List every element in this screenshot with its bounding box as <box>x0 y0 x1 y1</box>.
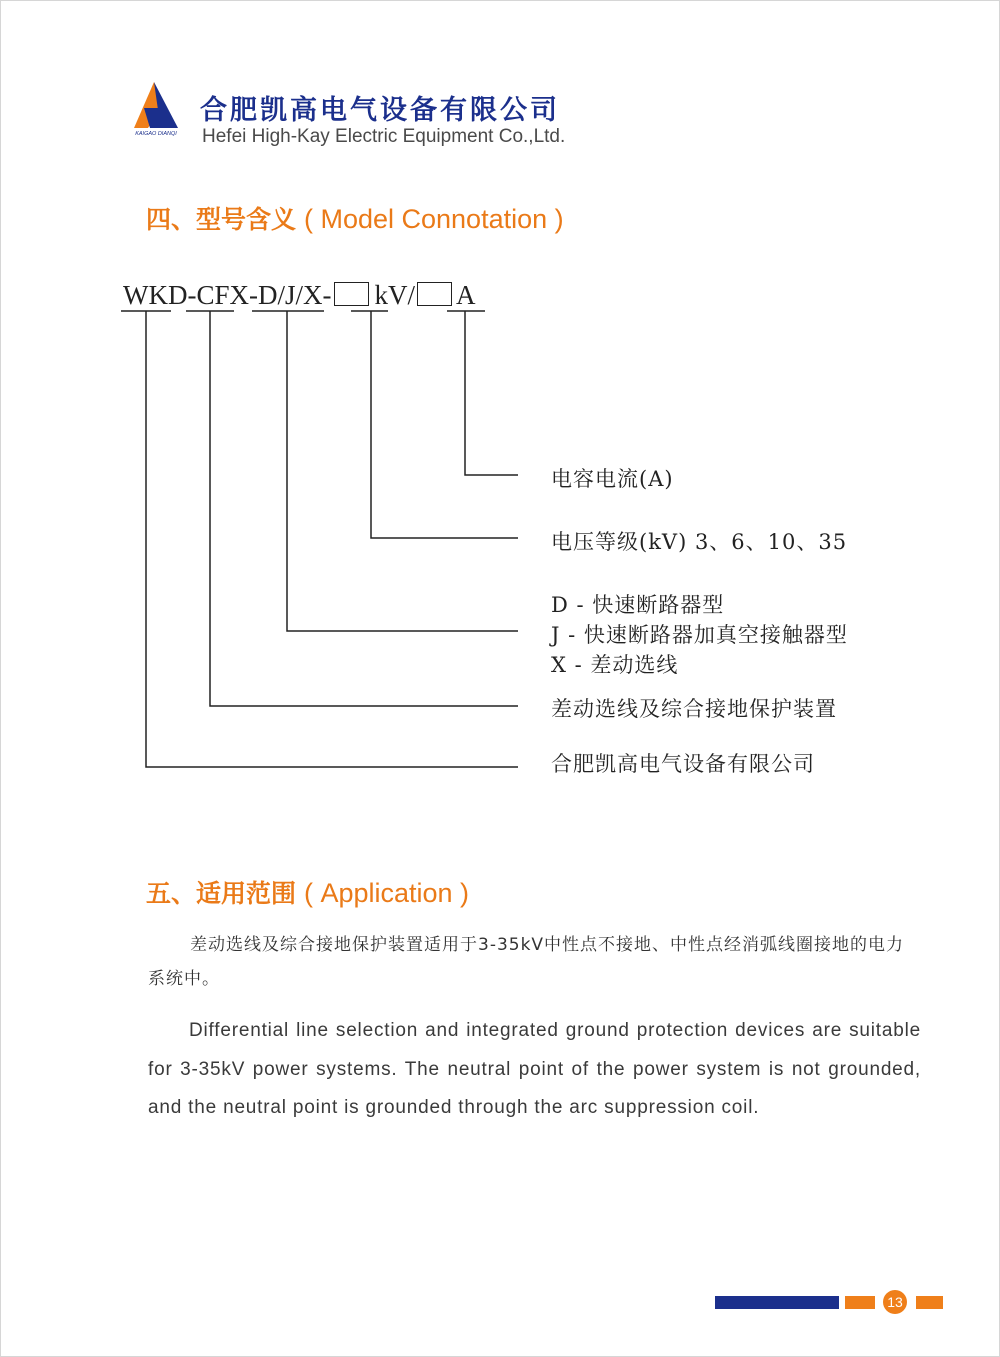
footer-bar-orange-left <box>845 1296 875 1309</box>
footer-bar-orange-right <box>916 1296 943 1309</box>
logo-subtext: KAIGAO DIANQI <box>135 131 177 136</box>
leader-line-company <box>146 311 518 767</box>
company-name-cn: 合肥凯高电气设备有限公司 <box>200 95 560 126</box>
label-type-x: X - 差动选线 <box>551 653 679 677</box>
label-voltage-level: 电压等级(kV) 3、6、10、35 <box>551 530 848 554</box>
label-capacitive-current: 电容电流(A) <box>551 467 674 491</box>
leader-line-device <box>210 311 518 706</box>
application-paragraph-cn: 差动选线及综合接地保护装置适用于3-35kV中性点不接地、中性点经消弧线圈接地的电力系统中。 <box>148 935 905 989</box>
model-prefix: WKD-CFX-D/J/X- <box>123 280 332 310</box>
application-paragraph-en: Differential line selection and integrated ground protection devices are suitable for 3-35kV power systems. The neutral point of the power system is not grounded, and the neutral point is grounded through the arc suppression coil. <box>148 1020 921 1118</box>
section-application-title-en: ( Application ) <box>303 878 470 908</box>
model-unit-kv: kV/ <box>374 280 415 310</box>
section-application-title <box>146 874 469 910</box>
leader-line-current <box>465 311 518 475</box>
section-model-title-cn: 四、型号含义 <box>146 205 297 234</box>
leader-line-voltage <box>371 311 518 538</box>
label-type-j: J - 快速断路器加真空接触器型 <box>551 623 848 647</box>
company-name-en: Hefei High-Kay Electric Equipment Co.,Ltd. <box>202 126 566 147</box>
footer-bar-blue <box>715 1296 839 1309</box>
page-number: 13 <box>883 1290 907 1314</box>
label-company: 合肥凯高电气设备有限公司 <box>551 752 815 776</box>
section-application-title-cn: 五、适用范围 <box>146 879 297 908</box>
label-type-d: D - 快速断路器型 <box>551 593 725 617</box>
section-model-title-en: ( Model Connotation ) <box>303 204 564 234</box>
leader-line-type <box>287 311 518 631</box>
label-device: 差动选线及综合接地保护装置 <box>551 697 837 721</box>
model-unit-a: A <box>456 280 476 310</box>
